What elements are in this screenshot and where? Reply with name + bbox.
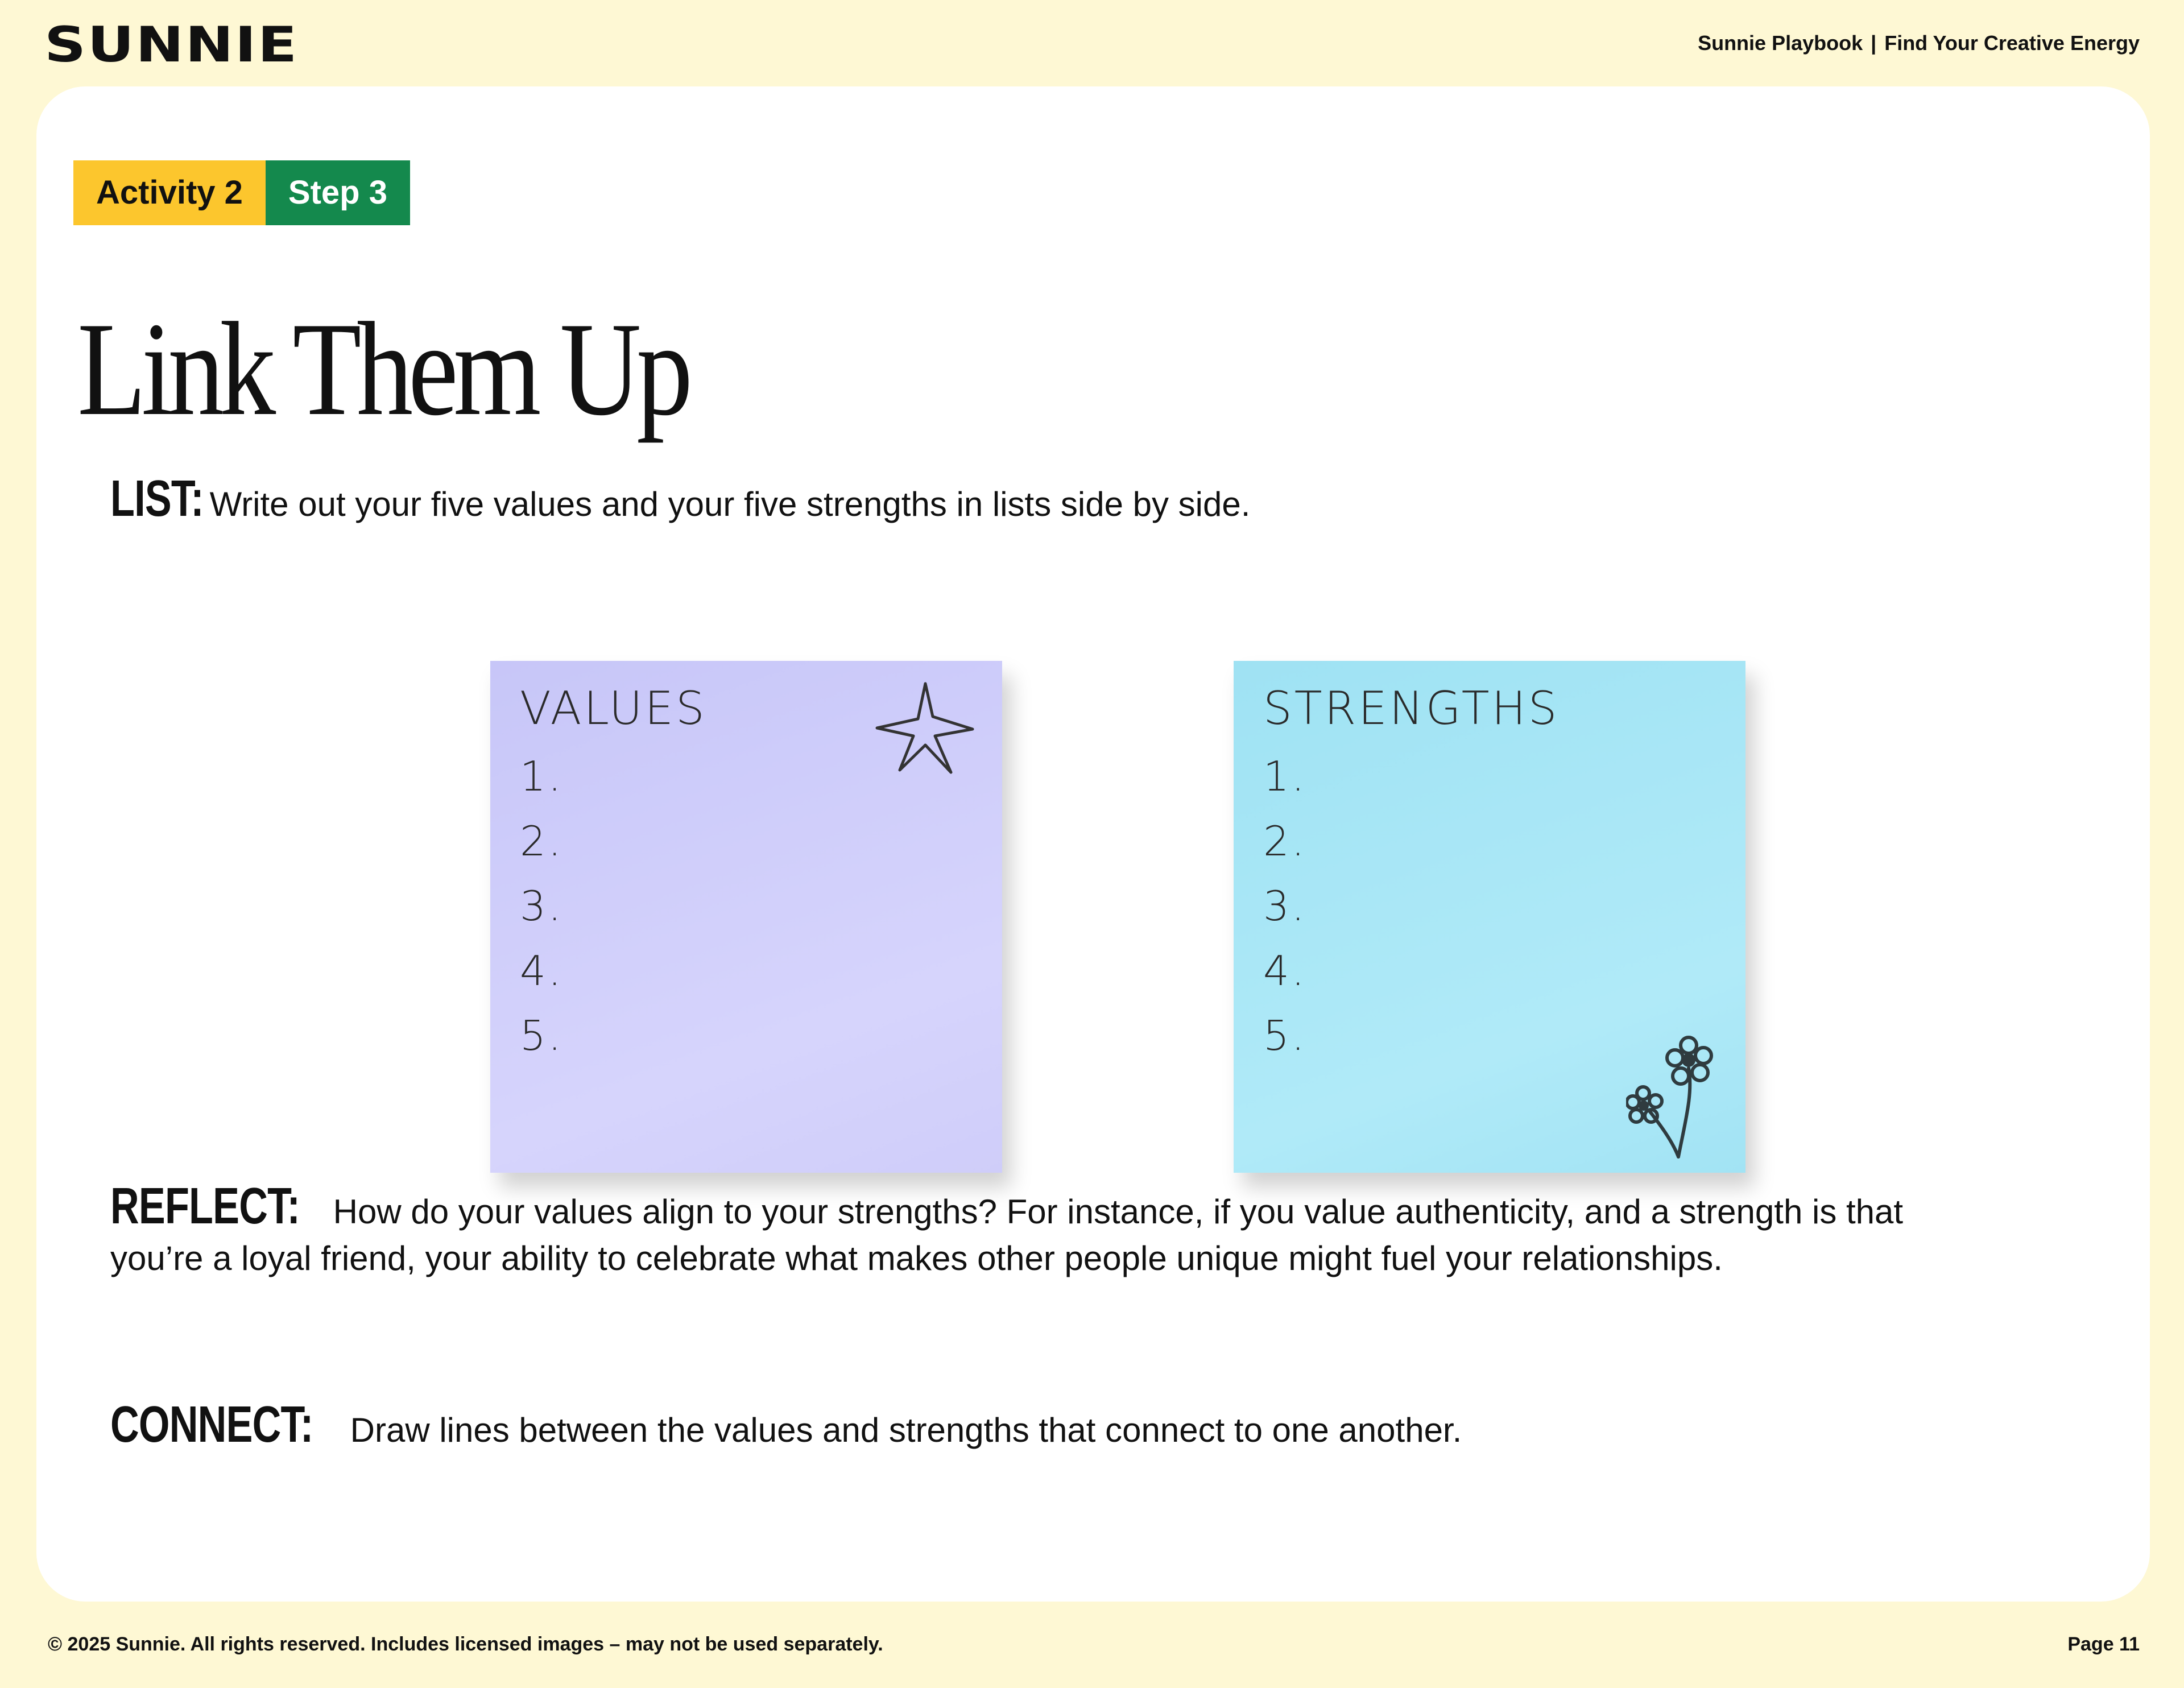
playbook-name: Sunnie Playbook: [1698, 31, 1863, 55]
connect-text: Draw lines between the values and strengths that connect to one another.: [350, 1411, 1462, 1449]
strengths-heading: STRENGTHS: [1263, 682, 1560, 735]
list-text: Write out your five values and your five strengths in lists side by side.: [209, 485, 1251, 523]
list-section: [110, 470, 1987, 528]
header-separator: |: [1871, 31, 1877, 55]
strengths-sticky-note: [1234, 661, 1745, 1173]
strengths-item-5: 5.: [1263, 1012, 1307, 1060]
flowers-icon: [1626, 1031, 1734, 1167]
values-item-1: 1.: [520, 752, 564, 800]
badge-group: [73, 160, 410, 225]
star-icon: [866, 672, 985, 786]
playbook-subtitle: Find Your Creative Energy: [1884, 31, 2140, 55]
strengths-item-2: 2.: [1263, 817, 1307, 865]
strengths-list: [1263, 684, 1560, 1068]
connect-section: [110, 1396, 1987, 1454]
values-item-3: 3.: [520, 882, 564, 930]
values-item-2: 2.: [520, 817, 564, 865]
step-badge: Step 3: [266, 160, 410, 225]
activity-badge: Activity 2: [73, 160, 266, 225]
values-list: [520, 684, 707, 1068]
list-label: LIST:: [110, 470, 204, 527]
page-title: Link Them Up: [77, 295, 688, 444]
values-item-4: 4.: [520, 947, 564, 995]
strengths-item-4: 4.: [1263, 947, 1307, 995]
values-sticky-note: [490, 661, 1002, 1173]
strengths-item-1: 1.: [1263, 752, 1307, 800]
copyright-text: © 2025 Sunnie. All rights reserved. Includes licensed images – may not be used separately.: [48, 1633, 883, 1655]
reflect-text: How do your values align to your strengths? For instance, if you value authenticity, and a strength is that you’re a loyal friend, your ability to celebrate what makes other people unique might fuel your relationships.: [110, 1193, 1904, 1277]
brand-logo: SUNNIE: [44, 16, 299, 73]
values-item-5: 5.: [520, 1012, 564, 1060]
reflect-section: [110, 1178, 1987, 1282]
reflect-label: REFLECT:: [110, 1178, 300, 1235]
strengths-item-3: 3.: [1263, 882, 1307, 930]
content-card: [36, 86, 2150, 1602]
page-number: Page 11: [2067, 1633, 2140, 1655]
connect-label: CONNECT:: [110, 1396, 313, 1453]
header-meta: [1698, 33, 2140, 53]
values-heading: VALUES: [520, 682, 707, 735]
